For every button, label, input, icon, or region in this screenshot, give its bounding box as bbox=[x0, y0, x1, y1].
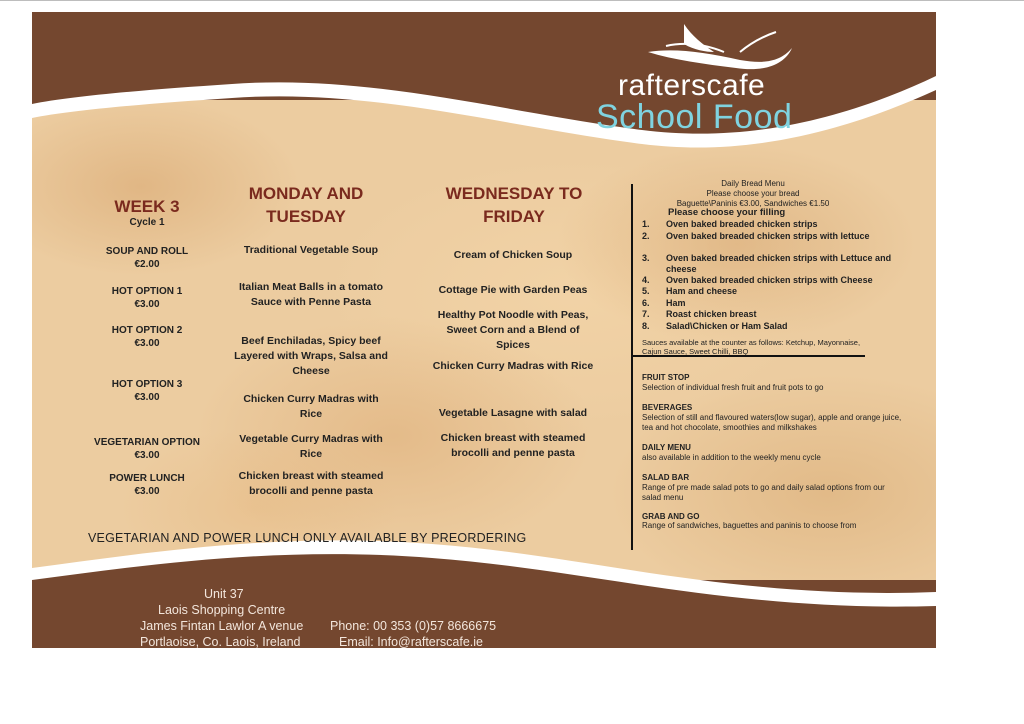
row-label-hot3: HOT OPTION 3 €3.00 bbox=[111, 379, 183, 403]
bread-prices: Baguette\Paninis €3.00, Sandwiches €1.50 bbox=[676, 199, 830, 208]
salad-bar-title: SALAD BAR bbox=[642, 473, 690, 482]
daily-menu-title: DAILY MENU bbox=[642, 443, 691, 452]
row-label-veg: VEGETARIAN OPTION €3.00 bbox=[94, 437, 200, 461]
dish-mon-hot1: Italian Meat Balls in a tomato Sauce with Penne Pasta bbox=[238, 281, 384, 308]
filling-item: 3. Oven baked breaded chicken strips with Lettuce and cheese bbox=[642, 253, 892, 274]
dish-wed-hot2: Healthy Pot Noodle with Peas, Sweet Corn and a Blend of Spices bbox=[437, 309, 589, 351]
dish-mon-soup: Traditional Vegetable Soup bbox=[243, 244, 379, 256]
contact-phone: Phone: 00 353 (0)57 8666675 bbox=[330, 619, 497, 633]
dish-mon-veg: Vegetable Curry Madras with Rice bbox=[239, 433, 383, 460]
cycle-label: Cycle 1 bbox=[129, 217, 165, 228]
grab-and-go-text: Range of sandwiches, baguettes and paninis to choose from bbox=[642, 521, 857, 530]
row-label-hot2: HOT OPTION 2 €3.00 bbox=[111, 325, 183, 349]
sauces-note: Sauces available at the counter as follows: Ketchup, Mayonnaise, Cajun Sauce, Sweet Chilli, BBQ bbox=[642, 338, 861, 356]
contact-email: Email: Info@rafterscafe.ie bbox=[339, 635, 483, 648]
dish-mon-hot2: Beef Enchiladas, Spicy beef Layered with Wraps, Salsa and Cheese bbox=[234, 335, 388, 377]
dish-wed-veg: Vegetable Lasagne with salad bbox=[438, 407, 588, 419]
address-town: Portlaoise, Co. Laois, Ireland bbox=[140, 635, 301, 648]
mon-tue-heading: MONDAY AND TUESDAY bbox=[248, 184, 364, 226]
address-street: James Fintan Lawlor A venue bbox=[140, 619, 304, 633]
filling-item: 6. Ham bbox=[642, 298, 686, 308]
dish-mon-hot3: Chicken Curry Madras with Rice bbox=[243, 393, 379, 420]
salad-bar-text: Range of pre made salad pots to go and daily salad options from our salad menu bbox=[642, 483, 885, 502]
week-heading: WEEK 3 bbox=[114, 197, 180, 216]
daily-menu-text: also available in addition to the weekly menu cycle bbox=[642, 453, 821, 462]
dish-wed-power: Chicken breast with steamed brocolli and penne pasta bbox=[440, 432, 586, 459]
menu-flyer bbox=[32, 12, 936, 648]
filling-item: 7. Roast chicken breast bbox=[642, 309, 757, 319]
filling-item: 1. Oven baked breaded chicken strips bbox=[642, 219, 818, 229]
fruit-stop-text: Selection of individual fresh fruit and fruit pots to go bbox=[642, 383, 824, 392]
dish-wed-hot3: Chicken Curry Madras with Rice bbox=[432, 360, 594, 372]
wed-fri-heading: WEDNESDAY TO FRIDAY bbox=[445, 184, 583, 226]
filling-item: 8. Salad\Chicken or Ham Salad bbox=[642, 321, 788, 331]
filling-item: 2. Oven baked breaded chicken strips with lettuce bbox=[642, 231, 870, 241]
preorder-note: VEGETARIAN AND POWER LUNCH ONLY AVAILABLE BY PREORDERING bbox=[88, 531, 527, 545]
brand-name: rafterscafe bbox=[618, 69, 766, 102]
filling-item: 4. Oven baked breaded chicken strips with Cheese bbox=[642, 275, 873, 285]
filling-item: 5. Ham and cheese bbox=[642, 286, 738, 296]
top-border-line bbox=[0, 0, 1024, 1]
address-centre: Laois Shopping Centre bbox=[158, 603, 286, 617]
dish-wed-soup: Cream of Chicken Soup bbox=[453, 249, 573, 261]
bread-menu-title: Daily Bread Menu bbox=[721, 179, 785, 188]
grab-and-go-title: GRAB AND GO bbox=[642, 512, 700, 521]
address-unit: Unit 37 bbox=[204, 587, 244, 601]
beverages-title: BEVERAGES bbox=[642, 403, 693, 412]
bread-choose-label: Please choose your bread bbox=[706, 189, 800, 198]
dish-mon-power: Chicken breast with steamed brocolli and penne pasta bbox=[238, 470, 384, 497]
brand-subtitle: School Food bbox=[596, 98, 793, 136]
brand-logo-icon bbox=[644, 22, 794, 72]
beverages-text: Selection of still and flavoured waters(low sugar), apple and orange juice, tea and hot chocolate, smoothies and milkshakes bbox=[642, 413, 902, 432]
dish-wed-hot1: Cottage Pie with Garden Peas bbox=[438, 284, 588, 296]
row-label-hot1: HOT OPTION 1 €3.00 bbox=[111, 286, 183, 310]
fruit-stop-title: FRUIT STOP bbox=[642, 373, 690, 382]
row-label-power: POWER LUNCH €3.00 bbox=[109, 473, 185, 497]
filling-heading: Please choose your filling bbox=[668, 207, 786, 218]
row-label-soup: SOUP AND ROLL €2.00 bbox=[105, 246, 189, 270]
vertical-divider bbox=[631, 184, 633, 550]
